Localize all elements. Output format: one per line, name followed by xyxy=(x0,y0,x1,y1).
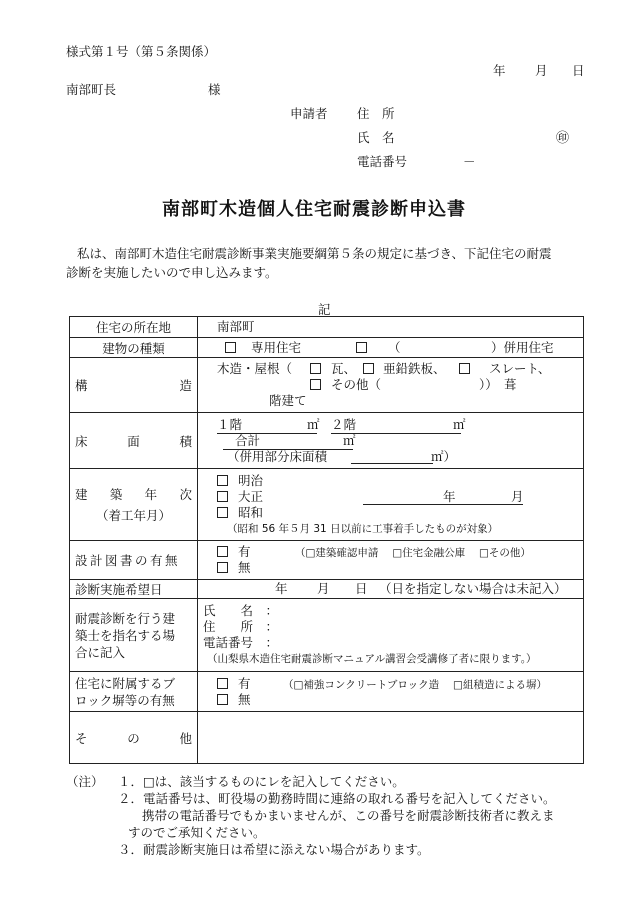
floor-area-label-3: 積 xyxy=(179,433,192,449)
date-month-label: 月 xyxy=(535,63,548,78)
application-table xyxy=(69,316,584,764)
checkbox-tile[interactable] xyxy=(310,361,325,377)
honorific: 様 xyxy=(208,82,221,97)
applicant-phone-label: 電話番号 xyxy=(357,154,408,169)
floor2-label: ２階 xyxy=(331,416,357,432)
floors-label: 階建て xyxy=(269,393,307,408)
location-label: 住宅の所在地 xyxy=(70,317,198,337)
checkbox-dedicated[interactable] xyxy=(225,340,240,356)
slate-label: スレート、 xyxy=(489,361,551,376)
block-yes-label: 有 xyxy=(238,675,251,691)
total-field[interactable] xyxy=(223,433,353,450)
other-label-2: の xyxy=(127,730,140,746)
floor1-label: １階 xyxy=(217,416,243,432)
checkbox-icon xyxy=(217,694,228,705)
checkbox-meiji[interactable] xyxy=(217,473,263,489)
note-2-line-1: ２．電話番号は、町役場の勤務時間に連絡の取れる番号を記入してください。 xyxy=(118,791,556,806)
architect-name-field[interactable] xyxy=(203,603,578,619)
drawings-yes-label: 有 xyxy=(238,544,251,559)
notes-heading: （注） xyxy=(66,774,104,789)
architect-address-label: 住 所 ： xyxy=(203,619,279,634)
zinc-label: 亜鉛鉄板、 xyxy=(383,361,446,376)
building-type-label: 建物の種類 xyxy=(70,338,198,357)
total-unit: ㎡ xyxy=(343,432,356,448)
checkbox-icon xyxy=(356,342,367,353)
checkbox-drawings-yes[interactable] xyxy=(217,544,251,560)
phone-dash: － xyxy=(463,154,476,169)
block-wall-label-1: 住宅に附属するブ xyxy=(75,675,176,691)
checkbox-icon xyxy=(310,379,321,390)
date-day-label: 日 xyxy=(572,63,585,78)
checkbox-icon xyxy=(363,363,374,374)
date-year-label: 年 xyxy=(493,63,506,78)
row-desired-date xyxy=(70,579,583,598)
built-label-2: 築 xyxy=(109,487,123,502)
showa-label: 昭和 xyxy=(238,504,264,520)
checkbox-icon xyxy=(217,475,228,486)
meiji-label: 明治 xyxy=(238,472,264,488)
architect-label-1: 耐震診断を行う建 xyxy=(75,610,176,626)
taisho-label: 大正 xyxy=(238,488,264,504)
architect-phone-field[interactable] xyxy=(203,635,578,651)
desired-month-unit: 月 xyxy=(317,581,330,596)
mixed-area-label: （併用部分床面積 xyxy=(227,448,328,464)
architect-phone-label: 電話番号 ： xyxy=(203,635,279,650)
other-label-3: 他 xyxy=(179,730,192,746)
drawings-label: 設計図書の有無 xyxy=(70,541,198,579)
tile-label: 瓦、 xyxy=(331,361,357,376)
checkbox-icon xyxy=(217,546,228,557)
addressee: 南部町長 xyxy=(66,82,117,97)
checkbox-drawings-no[interactable] xyxy=(217,560,251,576)
built-sublabel: （着工年月） xyxy=(95,508,171,523)
ki-heading: 記 xyxy=(318,302,331,317)
structure-roof-label: 木造・屋根（ xyxy=(217,361,293,376)
built-month-unit: 月 xyxy=(511,488,524,504)
block-no-label: 無 xyxy=(238,691,251,707)
architect-address-field[interactable] xyxy=(203,619,578,635)
floor-area-label-1: 床 xyxy=(75,433,88,449)
row-other xyxy=(70,711,583,763)
checkbox-icon xyxy=(217,562,228,573)
desired-day-unit: 日 xyxy=(355,581,368,596)
dedicated-housing-label: 専用住宅 xyxy=(251,339,302,355)
built-note: （昭和 56 年５月 31 日以前に工事着手したものが対象） xyxy=(227,522,499,535)
row-block-wall xyxy=(70,671,583,711)
drawings-options: （□建築確認申請 □住宅金融公庫 □その他） xyxy=(295,547,531,559)
floor-area-label-2: 面 xyxy=(127,433,140,449)
checkbox-icon xyxy=(217,491,228,502)
note-3: ３．耐震診断実施日は希望に添えない場合があります。 xyxy=(118,842,430,857)
checkbox-block-yes[interactable] xyxy=(217,676,251,692)
checkbox-icon xyxy=(459,363,470,374)
other-roof-label: その他（ xyxy=(331,377,382,392)
checkbox-block-no[interactable] xyxy=(217,692,251,708)
applicant-label: 申請者 xyxy=(290,106,328,121)
block-wall-options: （□補強コンクリートブロック造 □組積造による塀） xyxy=(283,678,547,691)
checkbox-icon xyxy=(310,363,321,374)
checkbox-other-roof[interactable] xyxy=(310,377,325,393)
other-label-1: そ xyxy=(75,730,88,746)
checkbox-showa[interactable] xyxy=(217,505,263,521)
row-structure xyxy=(70,357,583,412)
row-built-year xyxy=(70,468,583,540)
architect-label-2: 築士を指名する場 xyxy=(75,627,176,643)
location-value: 南部町 xyxy=(217,319,255,334)
intro-line-2: 診断を実施したいので申し込みます。 xyxy=(66,265,278,280)
mixed-area-field[interactable] xyxy=(351,449,433,464)
desired-date-note: （日を指定しない場合は未記入） xyxy=(379,581,567,596)
mixed-housing-label: ）併用住宅 xyxy=(491,339,554,355)
checkbox-icon xyxy=(217,678,228,689)
built-year-unit: 年 xyxy=(443,488,456,504)
note-1: １．□は、該当するものにレを記入してください。 xyxy=(118,774,405,789)
structure-label-a: 構 xyxy=(75,378,88,393)
floor2-unit: ㎡ xyxy=(453,416,466,432)
checkbox-taisho[interactable] xyxy=(217,489,263,505)
mixed-area-unit: ㎡） xyxy=(431,448,457,464)
intro-line-1: 私は、南部町木造住宅耐震診断事業実施要綱第５条の規定に基づき、下記住宅の耐震 xyxy=(77,246,552,261)
architect-note: （山梨県木造住宅耐震診断マニュアル講習会受講修了者に限ります。） xyxy=(207,653,537,665)
block-wall-label-2: ロック塀等の有無 xyxy=(75,692,175,708)
roofing-suffix: ）） 葺 xyxy=(479,377,517,392)
other-field[interactable] xyxy=(198,712,583,763)
mixed-paren-open: （ xyxy=(388,339,401,355)
floor1-field[interactable] xyxy=(217,417,317,434)
applicant-address-label: 住 所 xyxy=(357,106,395,121)
form-number: 様式第１号（第５条関係） xyxy=(66,44,217,59)
row-drawings xyxy=(70,540,583,579)
row-floor-area xyxy=(70,412,583,468)
drawings-no-label: 無 xyxy=(238,560,251,575)
note-2-line-2: 携帯の電話番号でもかまいませんが、この番号を耐震診断技術者に教えま xyxy=(142,808,555,823)
checkbox-zinc[interactable] xyxy=(363,361,378,377)
desired-date-field[interactable] xyxy=(203,581,578,597)
note-2-line-3: すのでご承知ください。 xyxy=(128,825,266,840)
checkbox-icon xyxy=(225,342,236,353)
architect-label-3: 合に記入 xyxy=(75,644,126,660)
row-architect xyxy=(70,598,583,671)
checkbox-mixed[interactable] xyxy=(356,340,371,356)
checkbox-slate[interactable] xyxy=(459,361,474,377)
built-label-3: 年 xyxy=(144,487,158,502)
checkbox-icon xyxy=(217,507,228,518)
row-location xyxy=(70,317,583,337)
applicant-name-label: 氏 名 xyxy=(357,130,395,145)
built-label-1: 建 xyxy=(75,487,88,502)
built-label-4: 次 xyxy=(179,487,192,502)
row-building-type xyxy=(70,337,583,357)
structure-label-b: 造 xyxy=(179,378,192,393)
desired-date-label: 診断実施希望日 xyxy=(70,580,198,598)
desired-year-unit: 年 xyxy=(275,581,288,596)
floor2-field[interactable] xyxy=(331,417,461,434)
architect-name-label: 氏 名 ： xyxy=(203,603,279,618)
floor1-unit: ㎡ xyxy=(307,416,320,432)
seal-mark: ㊞ xyxy=(556,131,570,146)
document-title: 南部町木造個人住宅耐震診断申込書 xyxy=(162,199,466,220)
location-field[interactable] xyxy=(198,317,583,337)
total-label: 合計 xyxy=(235,432,261,448)
